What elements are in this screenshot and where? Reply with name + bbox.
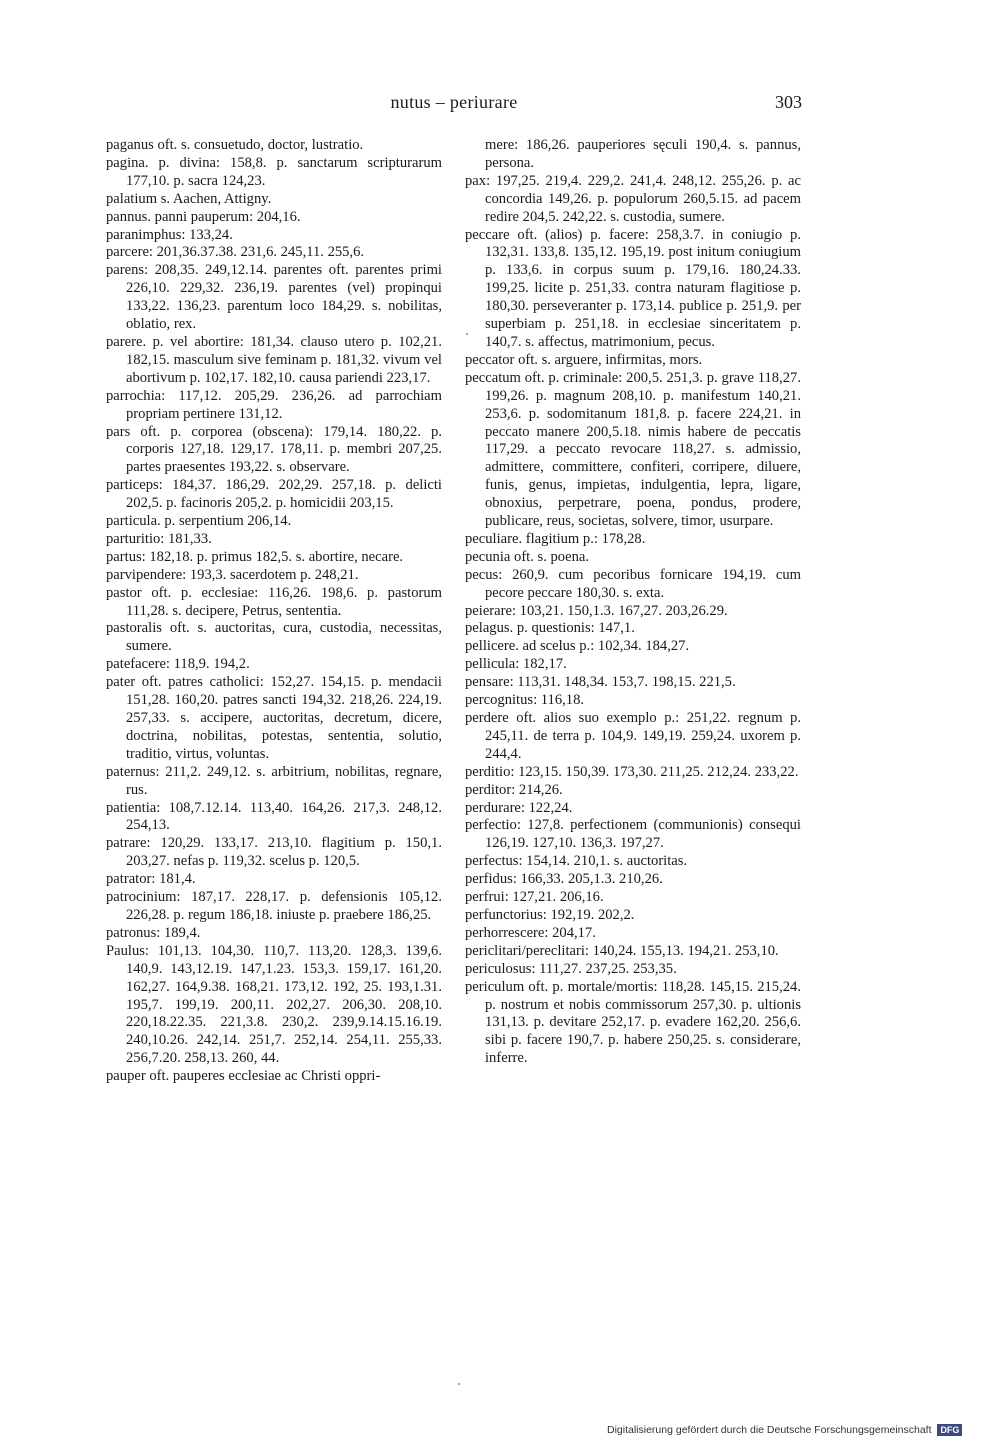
page-header (106, 92, 802, 118)
index-entry: pater oft. patres catholici: 152,27. 154,15. p. mendacii 151,28. 160,20. patres sancti 194,32. 218,26. 224,19. 257,33. s. accipere, auctoritas, decretum, dicere, doctrina, nobilitas, potestas, sententia, solutio, traditio, virtus, voluntas. (106, 674, 442, 762)
scan-speck (458, 1383, 460, 1385)
index-entry: patrator: 181,4. (106, 871, 196, 888)
index-entry: palatium s. Aachen, Attigny. (106, 190, 272, 207)
index-entry: paternus: 211,2. 249,12. s. arbitrium, nobilitas, regnare, rus. (106, 763, 442, 798)
index-entry: perditio: 123,15. 150,39. 173,30. 211,25. 212,24. 233,22. (465, 763, 799, 780)
index-entry: pax: 197,25. 219,4. 229,2. 241,4. 248,12. 255,26. p. ac concordia 149,26. p. populorum 260,5.15. ad pacem redire 204,5. 242,22. s. custodia, sumere. (465, 172, 801, 225)
index-entry: partus: 182,18. p. primus 182,5. s. abortire, necare. (106, 548, 404, 565)
index-entry: perhorrescere: 204,17. (465, 924, 596, 941)
index-entry: parens: 208,35. 249,12.14. parentes oft. parentes primi 226,10. 229,32. 236,19. parentes (vel) propinqui 133,22. 136,23. parentum loco 184,29. s. nobilitas, oblatio, rex. (106, 262, 442, 333)
index-column-right (465, 137, 801, 1068)
index-entry: pauper oft. pauperes ecclesiae ac Christi oppri- (106, 1068, 381, 1085)
index-entry: peculiare. flagitium p.: 178,28. (465, 530, 646, 547)
index-entry: pecunia oft. s. poena. (465, 548, 590, 565)
index-entry-continuation: mere: 186,26. pauperiores sęculi 190,4. s. pannus, persona. (485, 137, 801, 171)
index-entry: parere. p. vel abortire: 181,34. clauso utero p. 102,21. 182,15. masculum sive feminam p. 181,32. vivum vel abortivum p. 102,17. 182,10. causa pariendi 223,17. (106, 333, 442, 386)
running-head: nutus – periurare (390, 92, 518, 112)
index-entry: patientia: 108,7.12.14. 113,40. 164,26. 217,3. 248,12. 254,13. (106, 799, 442, 834)
index-entry: perfidus: 166,33. 205,1.3. 210,26. (465, 871, 663, 888)
index-entry: parvipendere: 193,3. sacerdotem p. 248,21. (106, 566, 359, 583)
index-entry: parcere: 201,36.37.38. 231,6. 245,11. 255,6. (106, 244, 365, 261)
index-entry: pars oft. p. corporea (obscena): 179,14. 180,22. p. corporis 127,18. 129,17. 178,11. p. membri 207,25. partes praesentes 193,22. s. observare. (106, 423, 442, 476)
dfg-logo-icon: DFG (937, 1424, 962, 1436)
index-entry: periclitari/pereclitari: 140,24. 155,13. 194,21. 253,10. (465, 942, 779, 959)
index-entry: pagina. p. divina: 158,8. p. sanctarum scripturarum 177,10. p. sacra 124,23. (106, 154, 442, 189)
footer-text: Digitalisierung gefördert durch die Deutsche Forschungsgemeinschaft (607, 1424, 932, 1436)
index-entry: patefacere: 118,9. 194,2. (106, 656, 250, 673)
index-entry: perfectio: 127,8. perfectionem (communionis) consequi 126,19. 127,10. 136,3. 197,27. (465, 817, 801, 852)
index-entry: peccatum oft. p. criminale: 200,5. 251,3. p. grave 118,27. 199,26. p. magnum 208,10. p. manifestum 140,21. 253,6. p. sodomitanum 181,8. p. facere 224,21. in peccato manere 200,5.18. nimis habere de peccatis 117,29. a peccato revocare 118,27. s. admissio, admittere, committere, confiteri, corripere, diluere, funis, genus, impietas, indulgentia, lepra, ligare, obnoxius, perpetrare, poena, pondus, prodere, publicare, reus, societas, solvere, timor, usurpare. (465, 369, 801, 530)
index-entry: pensare: 113,31. 148,34. 153,7. 198,15. 221,5. (465, 674, 736, 691)
index-entry: peierare: 103,21. 150,1.3. 167,27. 203,26.29. (465, 602, 728, 619)
funding-footer (607, 1424, 962, 1436)
index-entry: paranimphus: 133,24. (106, 226, 233, 243)
index-entry: periculum oft. p. mortale/mortis: 118,28. 145,15. 215,24. p. nostrum et nobis commissorum 257,30. p. ultionis 131,13. p. devitare 252,17. p. evadere 162,20. 256,6. sibi p. facere 190,7. p. habere 250,25. s. considerare, inferre. (465, 978, 801, 1067)
index-entry: pelagus. p. questionis: 147,1. (465, 620, 635, 637)
index-entry: pastoralis oft. s. auctoritas, cura, custodia, necessitas, sumere. (106, 620, 442, 655)
index-entry: perditor: 214,26. (465, 781, 563, 798)
index-entry: peccator oft. s. arguere, infirmitas, mors. (465, 351, 703, 368)
index-entry: peccare oft. (alios) p. facere: 258,3.7. in coniugio p. 132,31. 133,8. 135,12. 195,19. post initum coniugium p. 133,6. in corpus suum p. 179,16. 180,24.33. 199,25. licite p. 251,33. contra naturam flagitiose p. 180,30. perseveranter p. 173,14. publice p. 251,9. per superbiam p. 251,18. in ecclesiae sinceritatem p. 140,7. s. affectus, matrimonium, pecus. (465, 226, 801, 350)
index-entry: perdurare: 122,24. (465, 799, 573, 816)
page-number: 303 (775, 92, 802, 112)
index-entry: Paulus: 101,13. 104,30. 110,7. 113,20. 128,3. 139,6. 140,9. 143,12.19. 147,1.23. 153,3. 159,17. 161,20. 162,27. 164,9.38. 168,21. 173,12. 192, 25. 193,1.31. 195,7. 199,19. 200,11. 202,27. 206,30. 208,10. 220,18.22.35. 221,3.8. 230,2. 239,9.14.15.16.19. 240,10.26. 242,14. 251,7. 252,14. 254,11. 255,33. 256,7.20. 258,13. 260, 44. (106, 942, 442, 1067)
index-entry: percognitus: 116,18. (465, 692, 585, 709)
index-entry: perfectus: 154,14. 210,1. s. auctoritas. (465, 853, 688, 870)
index-entry: perfunctorius: 192,19. 202,2. (465, 906, 635, 923)
index-entry: particeps: 184,37. 186,29. 202,29. 257,18. p. delicti 202,5. p. facinoris 205,2. p. homicidii 203,15. (106, 477, 442, 512)
index-entry: parrochia: 117,12. 205,29. 236,26. ad parrochiam propriam pertinere 131,12. (106, 387, 442, 422)
index-entry: perdere oft. alios suo exemplo p.: 251,22. regnum p. 245,11. de terra p. 104,9. 149,19. 259,24. uxorem p. 244,4. (465, 710, 801, 762)
index-entry: pastor oft. p. ecclesiae: 116,26. 198,6. p. pastorum 111,28. s. decipere, Petrus, sententia. (106, 584, 442, 619)
index-entry: pellicula: 182,17. (465, 656, 567, 673)
index-entry: patronus: 189,4. (106, 924, 201, 941)
index-entry: periculosus: 111,27. 237,25. 253,35. (465, 960, 677, 977)
index-entry: pellicere. ad scelus p.: 102,34. 184,27. (465, 638, 690, 655)
index-entry: particula. p. serpentium 206,14. (106, 513, 292, 530)
index-entry: pecus: 260,9. cum pecoribus fornicare 194,19. cum pecore peccare 180,30. s. exta. (465, 566, 801, 601)
scan-speck (466, 333, 468, 335)
index-entry: perfrui: 127,21. 206,16. (465, 889, 604, 906)
index-column-left (106, 137, 442, 1086)
index-entry: paganus oft. s. consuetudo, doctor, lustratio. (106, 137, 364, 153)
index-entry: patrare: 120,29. 133,17. 213,10. flagitium p. 150,1. 203,27. nefas p. 119,32. scelus p. 120,5. (106, 835, 442, 870)
index-entry: pannus. panni pauperum: 204,16. (106, 208, 301, 225)
index-entry: parturitio: 181,33. (106, 530, 212, 547)
index-entry: patrocinium: 187,17. 228,17. p. defensionis 105,12. 226,28. p. regum 186,18. iniuste p. praebere 186,25. (106, 889, 442, 923)
